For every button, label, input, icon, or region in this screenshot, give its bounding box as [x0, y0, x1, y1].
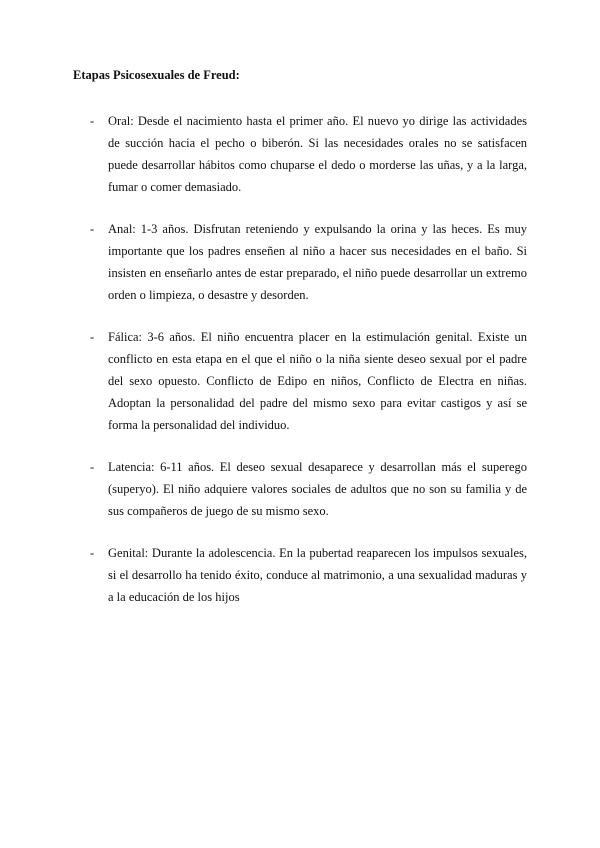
list-item-latencia [90, 456, 527, 522]
list-item-text: Oral: Desde el nacimiento hasta el primer año. El nuevo yo dirige las actividades de succión hacia el pecho o biberón. Si las necesidades orales no se satisfacen puede desarrollar hábitos como chuparse el dedo o morderse las uñas, y a la larga, fumar o comer demasiado. [108, 114, 527, 194]
stages-list [90, 110, 527, 628]
list-item-text: Fálica: 3-6 años. El niño encuentra placer en la estimulación genital. Existe un conflicto en esta etapa en el que el niño o la niña siente deseo sexual por el padre del sexo opuesto. Conflicto de Edipo en niños, Conflicto de Electra en niñas. Adoptan la personalidad del padre del mismo sexo para evitar castigos y así se forma la personalidad del individuo. [108, 330, 527, 432]
bullet-dash: - [90, 330, 95, 344]
list-item-anal [90, 218, 527, 306]
list-item-text: Genital: Durante la adolescencia. En la pubertad reaparecen los impulsos sexuales, si el desarrollo ha tenido éxito, conduce al matrimonio, a una sexualidad maduras y a la educación de los hijos [108, 546, 527, 604]
list-item-oral [90, 110, 527, 198]
bullet-dash: - [90, 546, 95, 560]
document-title: Etapas Psicosexuales de Freud: [73, 68, 240, 82]
bullet-dash: - [90, 460, 95, 474]
list-item-text: Latencia: 6-11 años. El deseo sexual desaparece y desarrollan más el superego (superyo). El niño adquiere valores sociales de adultos que no son su familia y de sus compañeros de juego de su mismo sexo. [108, 460, 527, 518]
bullet-dash: - [90, 114, 95, 128]
list-item-falica [90, 326, 527, 436]
bullet-dash: - [90, 222, 95, 236]
list-item-genital [90, 542, 527, 608]
list-item-text: Anal: 1-3 años. Disfrutan reteniendo y expulsando la orina y las heces. Es muy importante que los padres enseñen al niño a hacer sus necesidades en el baño. Si insisten en enseñarlo antes de estar preparado, el niño puede desarrollar un extremo orden o limpieza, o desastre y desorden. [108, 222, 527, 302]
